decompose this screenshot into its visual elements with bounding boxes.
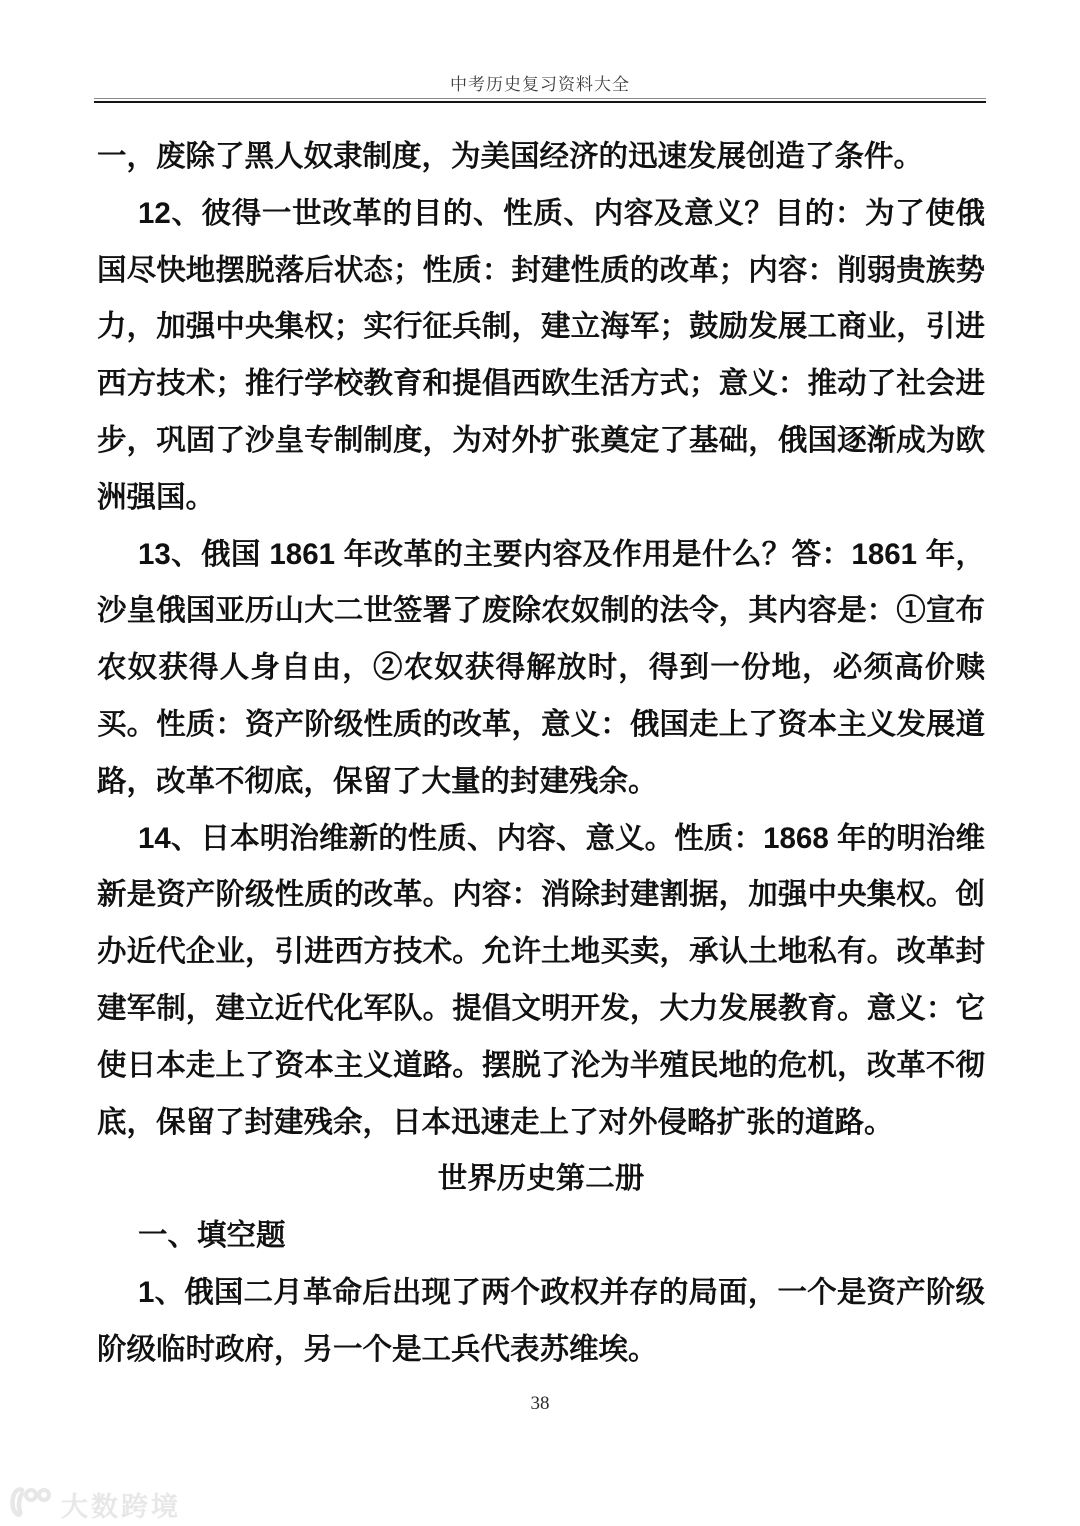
text-line: 新是资产阶级性质的改革。内容：消除封建割据，加强中央集权。创 [97, 878, 985, 912]
page-header-title: 中考历史复习资料大全 [450, 75, 630, 94]
watermark [8, 1484, 181, 1525]
text-line: 步，巩固了沙皇专制制度，为对外扩张奠定了基础，俄国逐渐成为欧 [97, 423, 985, 457]
text-line: 13、俄国 1861 年改革的主要内容及作用是什么？答：1861 年， [138, 537, 985, 571]
text-line: 建军制，建立近代化军队。提倡文明开发，大力发展教育。意义：它 [97, 991, 985, 1025]
text-line: 使日本走上了资本主义道路。摆脱了沦为半殖民地的危机，改革不彻 [97, 1048, 985, 1082]
text-line: 力，加强中央集权；实行征兵制，建立海军；鼓励发展工商业，引进 [97, 310, 985, 344]
text-line: 买。性质：资产阶级性质的改革，意义：俄国走上了资本主义发展道 [97, 707, 985, 741]
text-line: 底，保留了封建残余，日本迅速走上了对外侵略扩张的道路。 [97, 1105, 894, 1139]
text-line: 一，废除了黑人奴隶制度，为美国经济的迅速发展创造了条件。 [97, 140, 924, 173]
text-line: 1、俄国二月革命后出现了两个政权并存的局面，一个是资产阶级 [138, 1275, 985, 1309]
watermark-label: 大数跨境 [61, 1492, 181, 1522]
text-line: 农奴获得人身自由，②农奴获得解放时，得到一份地，必须高价赎 [97, 651, 985, 685]
text-line: 阶级临时政府，另一个是工兵代表苏维埃。 [97, 1332, 658, 1366]
text-line: 洲强国。 [97, 480, 216, 514]
text-line: 办近代企业，引进西方技术。允许土地买卖，承认土地私有。改革封 [97, 935, 985, 969]
text-line: 路，改革不彻底，保留了大量的封建残余。 [97, 764, 658, 798]
text-line: 一、填空题 [138, 1219, 286, 1253]
watermark-100-logo-icon [8, 1484, 52, 1525]
text-line: 国尽快地摆脱落后状态；性质：封建性质的改革；内容：削弱贵族势 [97, 253, 985, 287]
text-line: 西方技术；推行学校教育和提倡西欧生活方式；意义：推动了社会进 [97, 367, 985, 401]
page-number: 38 [530, 1393, 550, 1414]
text-line: 沙皇俄国亚历山大二世签署了废除农奴制的法令，其内容是：①宣布 [97, 594, 985, 628]
body-text [97, 129, 985, 1379]
header-divider [94, 98, 986, 103]
text-line: 12、彼得一世改革的目的、性质、内容及意义？目的：为了使俄 [138, 196, 985, 230]
text-line: 世界历史第二册 [437, 1162, 645, 1196]
text-line: 14、日本明治维新的性质、内容、意义。性质：1868 年的明治维 [138, 821, 985, 855]
